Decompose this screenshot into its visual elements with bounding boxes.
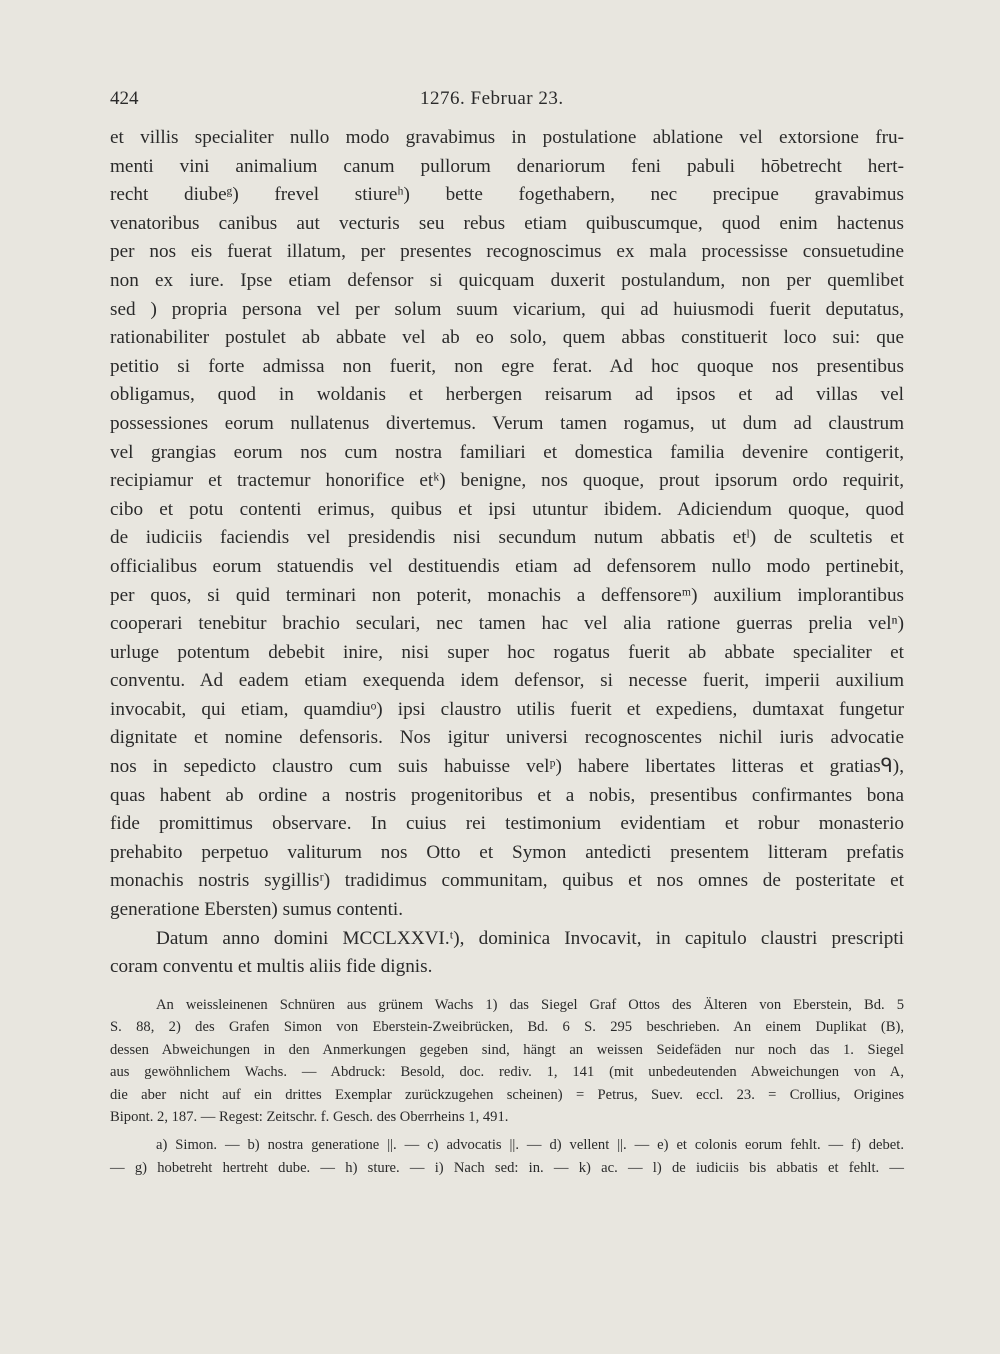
text-line: non ex iure. Ipse etiam defensor si quicquam duxerit postulandum, non per quemlibet (110, 269, 904, 291)
text-line: et villis specialiter nullo modo gravabimus in postulatione ablatione vel extorsione fru- (110, 127, 904, 148)
text-line: invocabit, qui etiam, quamdiuᵒ) ipsi claustro utilis fuerit et expediens, dumtaxat fungetur (110, 698, 904, 720)
text-line: dignitate et nomine defensoris. Nos igitur universi recognoscentes nichil iuris advocatie (110, 727, 904, 749)
text-line: conventu. Ad eadem etiam exequenda idem defensor, si necesse fuerit, imperii auxilium (110, 670, 904, 692)
running-head-date: 1276. Februar 23. (420, 88, 564, 109)
text-line: officialibus eorum statuendis vel destituendis etiam ad defensorem nullo modo pertinebit, (110, 555, 904, 577)
note-line: S. 88, 2) des Grafen Simon von Eberstein-Zweibrücken, Bd. 6 S. 295 beschrieben. An einem Duplikat (B), (110, 1019, 904, 1036)
text-line: cooperari tenebitur brachio seculari, nec tamen hac vel alia ratione guerras prelia velⁿ) (110, 613, 904, 635)
text-line: per quos, si quid terminari non poterit, monachis a deffensoreᵐ) auxilium implorantibus (110, 584, 904, 606)
variant-line: — g) hobetreht hertreht dube. — h) sture. — i) Nach sed: in. — k) ac. — l) de iudiciis bis abbatis et fehlt. — (110, 1159, 904, 1176)
dating-line: Datum anno domini MCCLXXVI.ᵗ), dominica Invocavit, in capitulo claustri prescripti (156, 927, 904, 949)
text-line: petitio si forte admissa non fuerit, non egre ferat. Ad hoc quoque nos presentibus (110, 355, 904, 377)
note-line: aus gewöhnlichem Wachs. — Abdruck: Besold, doc. rediv. 1, 141 (mit unbedeutenden Abweichungen von A, (110, 1064, 904, 1081)
editorial-notes (110, 994, 904, 1179)
text-line: fide promittimus observare. In cuius rei testimonium evidentiam et robur monasterio (110, 813, 904, 835)
charter-text (110, 124, 904, 982)
note-line: die aber nicht auf ein drittes Exemplar zurückzugehen scheinen) = Petrus, Suev. eccl. 23. = Crollius, Origines (110, 1086, 904, 1103)
text-line: cibo et potu contenti erimus, quibus et ipsi utuntur ibidem. Adiciendum quoque, quod (110, 498, 904, 520)
text-line: recht diubeᵍ) frevel stiureʰ) bette fogethabern, nec precipue gravabimus (110, 184, 904, 206)
text-line: recipiamur et tractemur honorifice etᵏ) benigne, nos quoque, prout ipsorum ordo requirit, (110, 470, 904, 492)
text-line: menti vini animalium canum pullorum denariorum feni pabuli hōbetrecht hert- (110, 155, 904, 177)
text-line: urluge potentum debebit inire, nisi super hoc rogatus fuerit ab abbate specialiter et (110, 641, 904, 663)
note-line: An weissleinenen Schnüren aus grünem Wachs 1) das Siegel Graf Ottos des Älteren von Eberstein, Bd. 5 (156, 997, 904, 1013)
text-line: quas habent ab ordine a nostris progenitoribus et a nobis, presentibus confirmantes bona (110, 784, 904, 806)
running-head (110, 88, 904, 116)
text-line: possessiones eorum nullatenus divertemus. Verum tamen rogamus, ut dum ad claustrum (110, 412, 904, 434)
text-line: rationabiliter postulet ab abbate vel ab eo solo, quem abbas constituerit loco sui: que (110, 327, 904, 349)
text-line: nos in sepedicto claustro cum suis habuisse velᵖ) habere libertates litteras et gratiasᑫ), (110, 756, 904, 778)
note-line: Bipont. 2, 187. — Regest: Zeitschr. f. Gesch. des Oberrheins 1, 491. (110, 1108, 509, 1125)
text-line: venatoribus canibus aut vecturis seu rebus etiam quibuscumque, quod enim hactenus (110, 212, 904, 234)
variant-line: a) Simon. — b) nostra generatione ||. — c) advocatis ||. — d) vellent ||. — e) et colonis eorum fehlt. — f) debet. (156, 1137, 904, 1154)
text-line: generatione Ebersten) sumus contenti. (110, 899, 404, 921)
text-line: monachis nostris sygillisʳ) tradidimus communitam, quibus et nos omnes de posteritate et (110, 870, 904, 892)
note-line: dessen Abweichungen in den Anmerkungen gegeben sind, hängt an weissen Seidefäden nur noch das 1. Siegel (110, 1041, 904, 1058)
text-line: vel grangias eorum nos cum nostra familiari et domestica familia devenire contigerit, (110, 441, 904, 463)
text-line: prehabito perpetuo valiturum nos Otto et Symon antedicti presentem litteram prefatis (110, 841, 904, 863)
page-number: 424 (110, 88, 139, 109)
text-line: sed ) propria persona vel per solum suum vicarium, qui ad huiusmodi fuerit deputatus, (110, 298, 904, 320)
text-line: obligamus, quod in woldanis et herbergen reisarum ad ipsos et ad villas vel (110, 384, 904, 406)
text-line: de iudiciis faciendis vel presidendis nisi secundum nutum abbatis etˡ) de scultetis et (110, 527, 904, 549)
text-line: per nos eis fuerat illatum, per presentes recognoscimus ex mala processisse consuetudine (110, 241, 904, 263)
dating-line: coram conventu et multis aliis fide dignis. (110, 956, 433, 978)
